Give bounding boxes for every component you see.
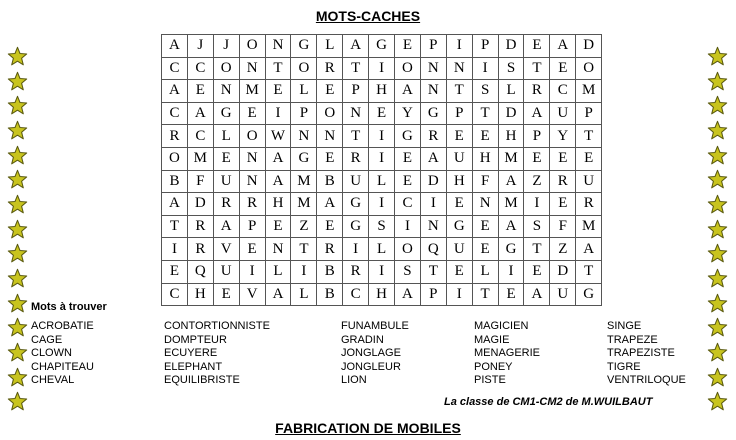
word-item: MAGIE (474, 333, 510, 346)
grid-cell: N (265, 35, 291, 58)
grid-cell: O (576, 57, 602, 80)
grid-cell: I (239, 260, 265, 283)
grid-row (162, 238, 602, 261)
grid-cell: L (498, 80, 524, 103)
grid-cell: W (265, 125, 291, 148)
grid-cell: E (187, 80, 213, 103)
star-icon (6, 217, 28, 242)
grid-cell: P (239, 215, 265, 238)
grid-cell: B (317, 260, 343, 283)
grid-cell: E (446, 193, 472, 216)
grid-cell: E (472, 125, 498, 148)
grid-cell: C (187, 125, 213, 148)
grid-cell: I (420, 193, 446, 216)
grid-cell: N (291, 125, 317, 148)
grid-cell: A (524, 102, 550, 125)
star-icon (6, 242, 28, 267)
grid-cell: N (420, 215, 446, 238)
grid-cell: A (395, 283, 421, 306)
grid-cell: T (472, 283, 498, 306)
grid-cell: O (239, 35, 265, 58)
grid-cell: O (395, 57, 421, 80)
grid-cell: O (213, 57, 239, 80)
grid-cell: N (420, 57, 446, 80)
star-icon (706, 167, 728, 192)
left-star-border (6, 44, 28, 414)
grid-cell: Z (524, 170, 550, 193)
star-icon (706, 143, 728, 168)
grid-cell: J (213, 35, 239, 58)
grid-cell: E (395, 147, 421, 170)
grid-cell: B (317, 283, 343, 306)
grid-cell: C (162, 57, 188, 80)
grid-cell: I (162, 238, 188, 261)
star-icon (6, 69, 28, 94)
star-icon (706, 316, 728, 341)
grid-row (162, 102, 602, 125)
grid-cell: N (239, 147, 265, 170)
grid-cell: C (187, 57, 213, 80)
word-column-1 (31, 320, 94, 388)
word-item: VENTRILOQUE (607, 374, 686, 386)
grid-row (162, 215, 602, 238)
grid-cell: N (472, 193, 498, 216)
word-item: DOMPTEUR (164, 333, 227, 346)
grid-cell: I (291, 260, 317, 283)
word-item: FUNAMBULE (341, 320, 409, 332)
grid-cell: E (472, 215, 498, 238)
grid-cell: R (317, 57, 343, 80)
star-icon (706, 192, 728, 217)
grid-cell: T (343, 125, 369, 148)
grid-cell: N (265, 238, 291, 261)
word-item: CHAPITEAU (31, 360, 94, 373)
grid-cell: I (343, 238, 369, 261)
star-icon (706, 44, 728, 69)
grid-cell: E (265, 215, 291, 238)
grid-cell: G (343, 193, 369, 216)
word-column-5 (607, 320, 686, 388)
grid-cell: U (576, 170, 602, 193)
grid-cell: L (291, 80, 317, 103)
grid-cell: A (265, 147, 291, 170)
class-credit: La classe de CM1-CM2 de M.WUILBAUT (444, 396, 653, 408)
grid-cell: V (239, 283, 265, 306)
grid-row (162, 35, 602, 58)
grid-cell: U (446, 238, 472, 261)
grid-cell: I (446, 283, 472, 306)
grid-cell: R (550, 170, 576, 193)
star-icon (6, 365, 28, 390)
grid-cell: S (395, 260, 421, 283)
grid-cell: T (343, 57, 369, 80)
grid-cell: G (343, 215, 369, 238)
grid-cell: T (524, 57, 550, 80)
grid-cell: I (472, 57, 498, 80)
star-icon (6, 143, 28, 168)
grid-cell: I (369, 147, 395, 170)
grid-cell: E (162, 260, 188, 283)
grid-cell: T (291, 238, 317, 261)
grid-cell: I (524, 193, 550, 216)
star-icon (706, 242, 728, 267)
grid-cell: T (162, 215, 188, 238)
grid-cell: M (291, 170, 317, 193)
grid-cell: H (265, 193, 291, 216)
grid-cell: A (265, 170, 291, 193)
grid-cell: M (576, 215, 602, 238)
grid-cell: E (265, 80, 291, 103)
grid-cell: O (291, 57, 317, 80)
grid-cell: G (446, 215, 472, 238)
word-item: JONGLAGE (341, 347, 401, 359)
grid-cell: N (317, 125, 343, 148)
grid-cell: Q (420, 238, 446, 261)
words-heading: Mots à trouver (31, 301, 107, 313)
grid-cell: A (162, 193, 188, 216)
star-icon (706, 118, 728, 143)
grid-cell: A (162, 80, 188, 103)
grid-cell: E (472, 238, 498, 261)
grid-cell: H (369, 80, 395, 103)
grid-cell: T (446, 80, 472, 103)
grid-cell: F (550, 215, 576, 238)
grid-cell: P (576, 102, 602, 125)
grid-cell: T (576, 125, 602, 148)
grid-cell: G (420, 102, 446, 125)
grid-cell: A (576, 238, 602, 261)
grid-cell: O (317, 102, 343, 125)
grid-cell: U (343, 170, 369, 193)
word-column-4 (474, 320, 540, 388)
grid-cell: E (239, 102, 265, 125)
grid-cell: M (187, 147, 213, 170)
star-icon (706, 365, 728, 390)
word-search-grid (161, 34, 602, 306)
grid-cell: E (395, 35, 421, 58)
star-icon (6, 316, 28, 341)
grid-cell: N (239, 57, 265, 80)
grid-cell: N (446, 57, 472, 80)
grid-cell: N (343, 102, 369, 125)
grid-cell: C (395, 193, 421, 216)
grid-cell: B (317, 170, 343, 193)
grid-cell: N (239, 170, 265, 193)
word-item: MENAGERIE (474, 347, 541, 359)
word-item: GRADIN (341, 333, 384, 346)
grid-cell: F (187, 170, 213, 193)
grid-row (162, 170, 602, 193)
star-icon (6, 266, 28, 291)
grid-cell: V (213, 238, 239, 261)
grid-cell: C (162, 283, 188, 306)
grid-cell: D (498, 35, 524, 58)
grid-cell: Z (550, 238, 576, 261)
grid-cell: H (369, 283, 395, 306)
grid-cell: H (187, 283, 213, 306)
grid-cell: G (395, 125, 421, 148)
grid-cell: M (498, 147, 524, 170)
grid-cell: P (420, 35, 446, 58)
grid-cell: E (524, 260, 550, 283)
grid-cell: P (420, 283, 446, 306)
grid-cell: D (576, 35, 602, 58)
grid-cell: J (187, 35, 213, 58)
word-item: CLOWN (31, 347, 72, 359)
grid-cell: E (524, 35, 550, 58)
grid-cell: A (498, 170, 524, 193)
star-icon (706, 69, 728, 94)
grid-cell: H (498, 125, 524, 148)
grid-cell: I (369, 57, 395, 80)
word-item: PONEY (474, 360, 513, 373)
grid-cell: U (446, 147, 472, 170)
grid-cell: U (213, 260, 239, 283)
grid-cell: P (524, 125, 550, 148)
grid-cell: P (343, 80, 369, 103)
star-icon (6, 192, 28, 217)
grid-cell: G (291, 147, 317, 170)
grid-cell: L (265, 260, 291, 283)
grid-cell: R (343, 147, 369, 170)
grid-cell: B (162, 170, 188, 193)
grid-cell: T (576, 260, 602, 283)
grid-cell: T (420, 260, 446, 283)
word-item: TRAPEZISTE (607, 347, 675, 359)
grid-cell: E (213, 147, 239, 170)
grid-row (162, 260, 602, 283)
grid-cell: E (369, 102, 395, 125)
grid-cell: L (291, 283, 317, 306)
grid-cell: Q (187, 260, 213, 283)
grid-row (162, 80, 602, 103)
grid-cell: N (213, 80, 239, 103)
grid-cell: A (524, 283, 550, 306)
grid-cell: R (420, 125, 446, 148)
star-icon (706, 340, 728, 365)
grid-cell: O (239, 125, 265, 148)
word-item: PISTE (474, 374, 506, 386)
grid-cell: R (239, 193, 265, 216)
grid-cell: R (187, 238, 213, 261)
grid-cell: R (343, 260, 369, 283)
grid-cell: N (420, 80, 446, 103)
word-item: JONGLEUR (341, 360, 401, 373)
grid-cell: M (576, 80, 602, 103)
grid-cell: U (550, 283, 576, 306)
star-icon (6, 291, 28, 316)
grid-cell: R (187, 215, 213, 238)
grid-cell: A (550, 35, 576, 58)
grid-cell: A (395, 80, 421, 103)
grid-row (162, 193, 602, 216)
grid-cell: I (265, 102, 291, 125)
grid-cell: T (524, 238, 550, 261)
word-item: CAGE (31, 333, 63, 346)
word-item: CONTORTIONNISTE (164, 320, 270, 332)
grid-cell: G (576, 283, 602, 306)
grid-cell: L (213, 125, 239, 148)
grid-cell: U (550, 102, 576, 125)
grid-cell: A (420, 147, 446, 170)
star-icon (6, 93, 28, 118)
grid-row (162, 125, 602, 148)
grid-cell: A (343, 35, 369, 58)
grid-cell: F (472, 170, 498, 193)
grid-cell: D (187, 193, 213, 216)
grid-cell: D (420, 170, 446, 193)
star-icon (6, 167, 28, 192)
grid-cell: O (395, 238, 421, 261)
star-icon (6, 390, 28, 415)
star-icon (706, 266, 728, 291)
word-item: MAGICIEN (474, 320, 529, 332)
grid-cell: E (550, 57, 576, 80)
grid-cell: T (472, 102, 498, 125)
grid-cell: E (317, 80, 343, 103)
grid-cell: R (213, 193, 239, 216)
star-icon (6, 44, 28, 69)
star-icon (706, 93, 728, 118)
grid-cell: E (498, 283, 524, 306)
grid-cell: I (369, 125, 395, 148)
grid-cell: I (498, 260, 524, 283)
grid-cell: P (291, 102, 317, 125)
word-item: TRAPEZE (607, 333, 658, 346)
grid-cell: E (317, 147, 343, 170)
word-item: EQUILIBRISTE (164, 374, 240, 386)
grid-cell: A (498, 215, 524, 238)
grid-cell: E (213, 283, 239, 306)
grid-cell: H (472, 147, 498, 170)
grid-cell: P (446, 102, 472, 125)
grid-cell: E (446, 125, 472, 148)
grid-cell: E (524, 147, 550, 170)
grid-row (162, 283, 602, 306)
grid-cell: L (472, 260, 498, 283)
grid-cell: S (369, 215, 395, 238)
grid-cell: P (472, 35, 498, 58)
grid-cell: G (213, 102, 239, 125)
grid-cell: M (239, 80, 265, 103)
grid-cell: D (550, 260, 576, 283)
grid-cell: I (369, 260, 395, 283)
grid-cell: S (498, 57, 524, 80)
grid-cell: I (369, 193, 395, 216)
grid-cell: L (369, 170, 395, 193)
grid-cell: E (550, 193, 576, 216)
grid-cell: L (369, 238, 395, 261)
grid-cell: R (162, 125, 188, 148)
word-item: LION (341, 374, 367, 386)
grid-cell: T (265, 57, 291, 80)
word-item: SINGE (607, 320, 642, 332)
grid-cell: R (576, 193, 602, 216)
grid-cell: S (524, 215, 550, 238)
grid-cell: R (524, 80, 550, 103)
grid-cell: R (317, 238, 343, 261)
word-item: TIGRE (607, 360, 641, 373)
grid-cell: M (498, 193, 524, 216)
word-item: CHEVAL (31, 374, 75, 386)
grid-cell: Z (291, 215, 317, 238)
grid-cell: G (291, 35, 317, 58)
grid-row (162, 57, 602, 80)
word-item: ACROBATIE (31, 320, 94, 332)
word-column-2 (164, 320, 270, 388)
grid-cell: E (446, 260, 472, 283)
grid-cell: M (291, 193, 317, 216)
grid-cell: E (239, 238, 265, 261)
grid-cell: A (213, 215, 239, 238)
grid-cell: A (187, 102, 213, 125)
grid-cell: A (317, 193, 343, 216)
grid-cell: A (162, 35, 188, 58)
star-icon (706, 291, 728, 316)
grid-cell: L (317, 35, 343, 58)
grid-cell: Y (395, 102, 421, 125)
grid-cell: D (498, 102, 524, 125)
right-star-border (706, 44, 728, 414)
grid-cell: G (369, 35, 395, 58)
grid-cell: H (446, 170, 472, 193)
grid-cell: C (162, 102, 188, 125)
grid-cell: E (395, 170, 421, 193)
grid-cell: E (576, 147, 602, 170)
grid-cell: E (317, 215, 343, 238)
word-column-3 (341, 320, 409, 388)
grid-cell: G (498, 238, 524, 261)
grid-cell: I (446, 35, 472, 58)
grid-cell: U (213, 170, 239, 193)
grid-cell: C (550, 80, 576, 103)
star-icon (706, 217, 728, 242)
grid-cell: E (550, 147, 576, 170)
footer-title: FABRICATION DE MOBILES (275, 420, 461, 436)
word-item: ELEPHANT (164, 360, 223, 373)
star-icon (6, 118, 28, 143)
star-icon (706, 390, 728, 415)
page-title: MOTS-CACHES (315, 8, 421, 24)
grid-cell: Y (550, 125, 576, 148)
star-icon (6, 340, 28, 365)
grid-cell: O (162, 147, 188, 170)
grid-row (162, 147, 602, 170)
grid-cell: S (472, 80, 498, 103)
grid-cell: A (265, 283, 291, 306)
grid-cell: C (343, 283, 369, 306)
word-item: ECUYERE (164, 347, 218, 359)
grid-cell: I (395, 215, 421, 238)
